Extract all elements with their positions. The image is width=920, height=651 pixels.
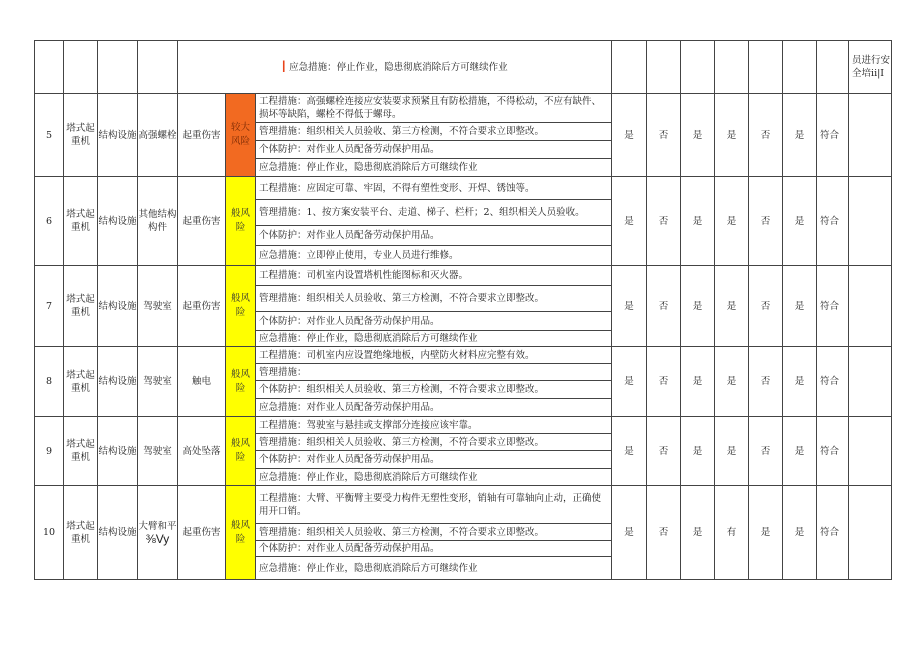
category [98, 94, 138, 177]
check-value [612, 177, 647, 266]
check-value-text: 是 [794, 445, 805, 457]
measure-text: 应急措施：停止作业，隐患彻底消除后方可继续作业 [259, 562, 478, 574]
measure-text: 个体防护：对作业人员配备劳动保护用品。 [259, 315, 440, 327]
hazard-text: 高处坠落 [182, 445, 221, 457]
control-measure [256, 141, 612, 159]
check-item [138, 266, 178, 347]
cell-check [715, 41, 749, 94]
category [98, 266, 138, 347]
check-value-text: 是 [794, 215, 805, 227]
table-row [35, 177, 892, 200]
control-measure [256, 434, 612, 451]
check-value [783, 266, 817, 347]
risk-level-text: 般风险 [230, 519, 250, 545]
check-value-text: 否 [760, 445, 771, 457]
row-number [35, 266, 64, 347]
equipment-name [64, 94, 98, 177]
hazard-type [178, 266, 226, 347]
row-number-text: 7 [45, 300, 53, 312]
measure-text: 管理措施：组织相关人员验收、第三方检测，不符合要求立即整改。 [259, 293, 545, 304]
risk-level-text: 般风险 [230, 293, 250, 318]
check-value [715, 417, 749, 486]
risk-level [226, 417, 256, 486]
check-result [817, 266, 849, 347]
control-measure [256, 469, 612, 486]
measure-text: 工程措施：应固定可靠、牢固，不得有塑性变形、开焊、锈蚀等。 [259, 182, 535, 194]
control-measure [256, 177, 612, 200]
check-value-text: 是 [624, 215, 634, 227]
check-value-text: 是 [624, 445, 634, 457]
check-value-text: 否 [760, 215, 771, 227]
risk-level-text: 较大风险 [230, 122, 250, 147]
measure-text: 管理措施：组织相关人员验收、第三方检测，不符合要求立即整改。 [259, 126, 545, 137]
table-row [35, 347, 892, 364]
measure-text: 个体防护：对作业人员配备劳动保护用品。 [259, 543, 440, 554]
category [98, 177, 138, 266]
check-value-text: 是 [692, 129, 703, 141]
check-value-text: 否 [658, 129, 669, 141]
control-measure [256, 94, 612, 123]
table-row [35, 417, 892, 434]
category-text: 结构设施 [98, 527, 137, 538]
measure-text: 工程措施：司机室内应设置绝缘地板，内壁防火材料应完整有效。 [259, 349, 535, 361]
check-value-text: 是 [692, 300, 703, 312]
category-text: 结构设施 [98, 445, 137, 457]
check-value-text: 是 [624, 527, 634, 538]
check-value [715, 94, 749, 177]
check-item [138, 417, 178, 486]
check-value-text: 是 [760, 527, 771, 538]
check-result-text: 符合 [820, 300, 840, 312]
training-cell [849, 486, 892, 580]
check-value [749, 94, 783, 177]
control-measure [256, 399, 612, 417]
cell-item [138, 41, 178, 94]
row-number [35, 177, 64, 266]
check-item-text: 驾驶室 [143, 300, 172, 312]
check-value-text: 是 [624, 129, 634, 141]
control-measure [256, 451, 612, 469]
category-text: 结构设施 [98, 215, 137, 227]
equipment-text: 塔式起重机 [66, 294, 95, 318]
check-value-text: 否 [658, 527, 669, 538]
check-value-text: 否 [760, 129, 771, 141]
measure-text: 工程措施：高强螺栓连接应安装要求预紧且有防松措施，不得松动，不应有缺件、损坏等缺陷，螺栓不得低于螺母。 [259, 96, 602, 120]
check-result [817, 417, 849, 486]
equipment-name [64, 417, 98, 486]
check-value [681, 266, 715, 347]
check-value [647, 177, 681, 266]
training-cell [849, 266, 892, 347]
cell-category [98, 41, 138, 94]
cell-check [681, 41, 715, 94]
measure-text: 个体防护：对作业人员配备劳动保护用品。 [259, 144, 440, 155]
check-value-text: 是 [692, 445, 703, 457]
training-cell [849, 347, 892, 417]
check-item [138, 347, 178, 417]
check-value-text: 是 [624, 300, 634, 312]
check-value-text: 是 [794, 376, 805, 387]
risk-level [226, 94, 256, 177]
check-value [612, 266, 647, 347]
check-value-text: 否 [760, 376, 771, 387]
check-value [681, 417, 715, 486]
table-row [35, 94, 892, 123]
check-value-text: 否 [658, 445, 669, 457]
equipment-text: 塔式起重机 [66, 209, 95, 233]
check-item-text: 大臂和平 [138, 520, 177, 532]
check-value [783, 417, 817, 486]
equipment-text: 塔式起重机 [66, 369, 95, 394]
check-value [749, 417, 783, 486]
check-item-text: 驾驶室 [143, 445, 172, 457]
row-number-text: 8 [45, 376, 53, 387]
check-value [647, 94, 681, 177]
check-value [749, 486, 783, 580]
hazard-text: 触电 [191, 376, 211, 387]
check-value-text: 是 [726, 215, 737, 227]
check-value [612, 94, 647, 177]
check-value-text: 是 [794, 527, 805, 538]
measure-text: 工程措施：大臂、平衡臂主要受力构件无塑性变形，销轴有可靠轴向止动，正确使用开口销。 [259, 492, 602, 517]
table-row [35, 486, 892, 524]
check-result-text: 符合 [820, 527, 840, 538]
cell-check [612, 41, 647, 94]
emergency-measure-text: 应急措施：停止作业，隐患彻底消除后方可继续作业 [289, 62, 508, 73]
control-measure [256, 200, 612, 226]
check-value-text: 否 [760, 300, 771, 312]
check-result-text: 符合 [820, 215, 840, 227]
big-i-mark: I [281, 57, 287, 76]
measure-text: 应急措施：停止作业，隐患彻底消除后方可继续作业 [259, 333, 478, 344]
hazard-text: 起重伤害 [182, 527, 221, 538]
check-value-text: 否 [658, 300, 669, 312]
equipment-name [64, 177, 98, 266]
check-item [138, 177, 178, 266]
category [98, 486, 138, 580]
hazard-text: 起重伤害 [182, 129, 221, 141]
hazard-type [178, 94, 226, 177]
hazard-type [178, 417, 226, 486]
hazard-text: 起重伤害 [182, 215, 221, 227]
check-result-text: 符合 [820, 376, 840, 387]
control-measure [256, 381, 612, 399]
equipment-text: 塔式起重机 [66, 439, 95, 463]
cell-no [35, 41, 64, 94]
control-measure [256, 486, 612, 524]
check-value [612, 347, 647, 417]
table-row [35, 266, 892, 286]
check-value-text: 是 [726, 129, 737, 141]
equipment-name [64, 266, 98, 347]
measure-text: 管理措施：组织相关人员验收、第三方检测，不符合要求立即整改。 [259, 436, 545, 448]
measure-text: 工程措施：司机室内设置塔机性能图标和灭火器。 [259, 270, 469, 281]
measure-text: 应急措施：停止作业，隐患彻底消除后方可继续作业 [259, 471, 478, 483]
check-item-text: 高强螺栓 [138, 129, 177, 141]
check-value-text: 是 [726, 300, 737, 312]
check-value-text: 否 [658, 215, 669, 227]
risk-level [226, 347, 256, 417]
check-value [647, 266, 681, 347]
check-value-text: 是 [624, 376, 634, 387]
equipment-name [64, 347, 98, 417]
cell-check [783, 41, 817, 94]
risk-level [226, 177, 256, 266]
check-value [749, 266, 783, 347]
check-value-text: 是 [692, 215, 703, 227]
measure-text: 管理措施：1、按方案安装平台、走道、梯子、栏杆；2、组织相关人员验收。 [259, 207, 585, 218]
row-number-text: 6 [45, 215, 53, 227]
measure-text: 个体防护：组织相关人员验收、第三方检测，不符合要求立即整改。 [259, 384, 545, 395]
measure-text: 管理措施： [259, 366, 307, 378]
check-result [817, 347, 849, 417]
check-result [817, 486, 849, 580]
training-cell [849, 417, 892, 486]
control-measure [256, 364, 612, 381]
control-measure [256, 312, 612, 331]
check-result-text: 符合 [820, 129, 840, 141]
measure-text: 应急措施：对作业人员配备劳动保护用品。 [259, 402, 440, 413]
row-number-text: 9 [45, 445, 53, 457]
top-row [35, 41, 892, 94]
risk-level-text: 般风险 [230, 368, 250, 394]
check-item [138, 94, 178, 177]
hazard-text: 起重伤害 [182, 300, 221, 312]
training-line1: 员进行安 [852, 55, 891, 66]
check-value-text: 是 [692, 376, 703, 387]
control-measure [256, 246, 612, 266]
check-item-text-2: ⅜Vy [145, 531, 170, 546]
category-text: 结构设施 [98, 129, 137, 141]
check-item [138, 486, 178, 580]
training-cell [849, 177, 892, 266]
risk-level-text: 般风险 [230, 438, 250, 463]
cell-check [749, 41, 783, 94]
control-measure [256, 541, 612, 557]
equipment-name [64, 486, 98, 580]
risk-level-text: 般风险 [230, 208, 250, 233]
measure-text: 个体防护：对作业人员配备劳动保护用品。 [259, 454, 440, 465]
category [98, 347, 138, 417]
row-number-text: 5 [45, 129, 53, 141]
check-value [749, 177, 783, 266]
measure-text: 管理措施：组织相关人员验收、第三方检测，不符合要求立即整改。 [259, 526, 545, 538]
check-value-text: 有 [726, 527, 737, 538]
hazard-type [178, 177, 226, 266]
check-value [647, 486, 681, 580]
training-line2: 全培ii|I [852, 68, 885, 79]
check-value [715, 347, 749, 417]
row-number [35, 347, 64, 417]
check-result [817, 177, 849, 266]
check-value [647, 417, 681, 486]
check-value-text: 是 [794, 300, 805, 312]
cell-result [817, 41, 849, 94]
control-measure [256, 226, 612, 246]
row-number [35, 94, 64, 177]
cell-equipment [64, 41, 98, 94]
check-value [715, 486, 749, 580]
check-value [715, 177, 749, 266]
check-value [612, 417, 647, 486]
check-value [681, 347, 715, 417]
check-value [647, 347, 681, 417]
check-value [783, 94, 817, 177]
control-measure [256, 331, 612, 347]
category [98, 417, 138, 486]
category-text: 结构设施 [98, 376, 137, 387]
equipment-text: 塔式起重机 [66, 123, 95, 147]
check-value [783, 177, 817, 266]
check-value [783, 486, 817, 580]
control-measure [256, 286, 612, 312]
control-measure [256, 557, 612, 580]
check-result-text: 符合 [820, 445, 840, 457]
hazard-type [178, 347, 226, 417]
check-value-text: 是 [726, 376, 737, 387]
control-measure [256, 266, 612, 286]
measure-text: 个体防护：对作业人员配备劳动保护用品。 [259, 230, 440, 241]
measure-text: 应急措施：立即停止使用，专业人员进行维修。 [259, 250, 459, 261]
cell-emergency-measure [178, 41, 612, 94]
training-cell [849, 94, 892, 177]
check-result [817, 94, 849, 177]
category-text: 结构设施 [98, 300, 137, 312]
control-measure [256, 347, 612, 364]
cell-training [849, 41, 892, 94]
risk-table [34, 40, 892, 580]
check-value-text: 否 [658, 376, 669, 387]
control-measure [256, 524, 612, 541]
check-value [783, 347, 817, 417]
measure-text: 应急措施：停止作业，隐患彻底消除后方可继续作业 [259, 162, 478, 173]
control-measure [256, 123, 612, 141]
check-value [612, 486, 647, 580]
check-value-text: 是 [692, 527, 703, 538]
check-value [749, 347, 783, 417]
risk-level [226, 486, 256, 580]
risk-level [226, 266, 256, 347]
row-number-text: 10 [42, 527, 56, 538]
control-measure [256, 159, 612, 177]
check-value [681, 94, 715, 177]
row-number [35, 486, 64, 580]
check-value [715, 266, 749, 347]
control-measure [256, 417, 612, 434]
check-value-text: 是 [794, 129, 805, 141]
check-value [681, 486, 715, 580]
check-item-text: 驾驶室 [143, 376, 172, 387]
check-value [681, 177, 715, 266]
cell-check [647, 41, 681, 94]
row-number [35, 417, 64, 486]
check-value-text: 是 [726, 445, 737, 457]
equipment-text: 塔式起重机 [66, 520, 95, 545]
hazard-type [178, 486, 226, 580]
measure-text: 工程措施：驾驶室与悬挂或支撑部分连接应该牢靠。 [259, 419, 478, 431]
check-item-text: 其他结构构件 [138, 209, 177, 233]
